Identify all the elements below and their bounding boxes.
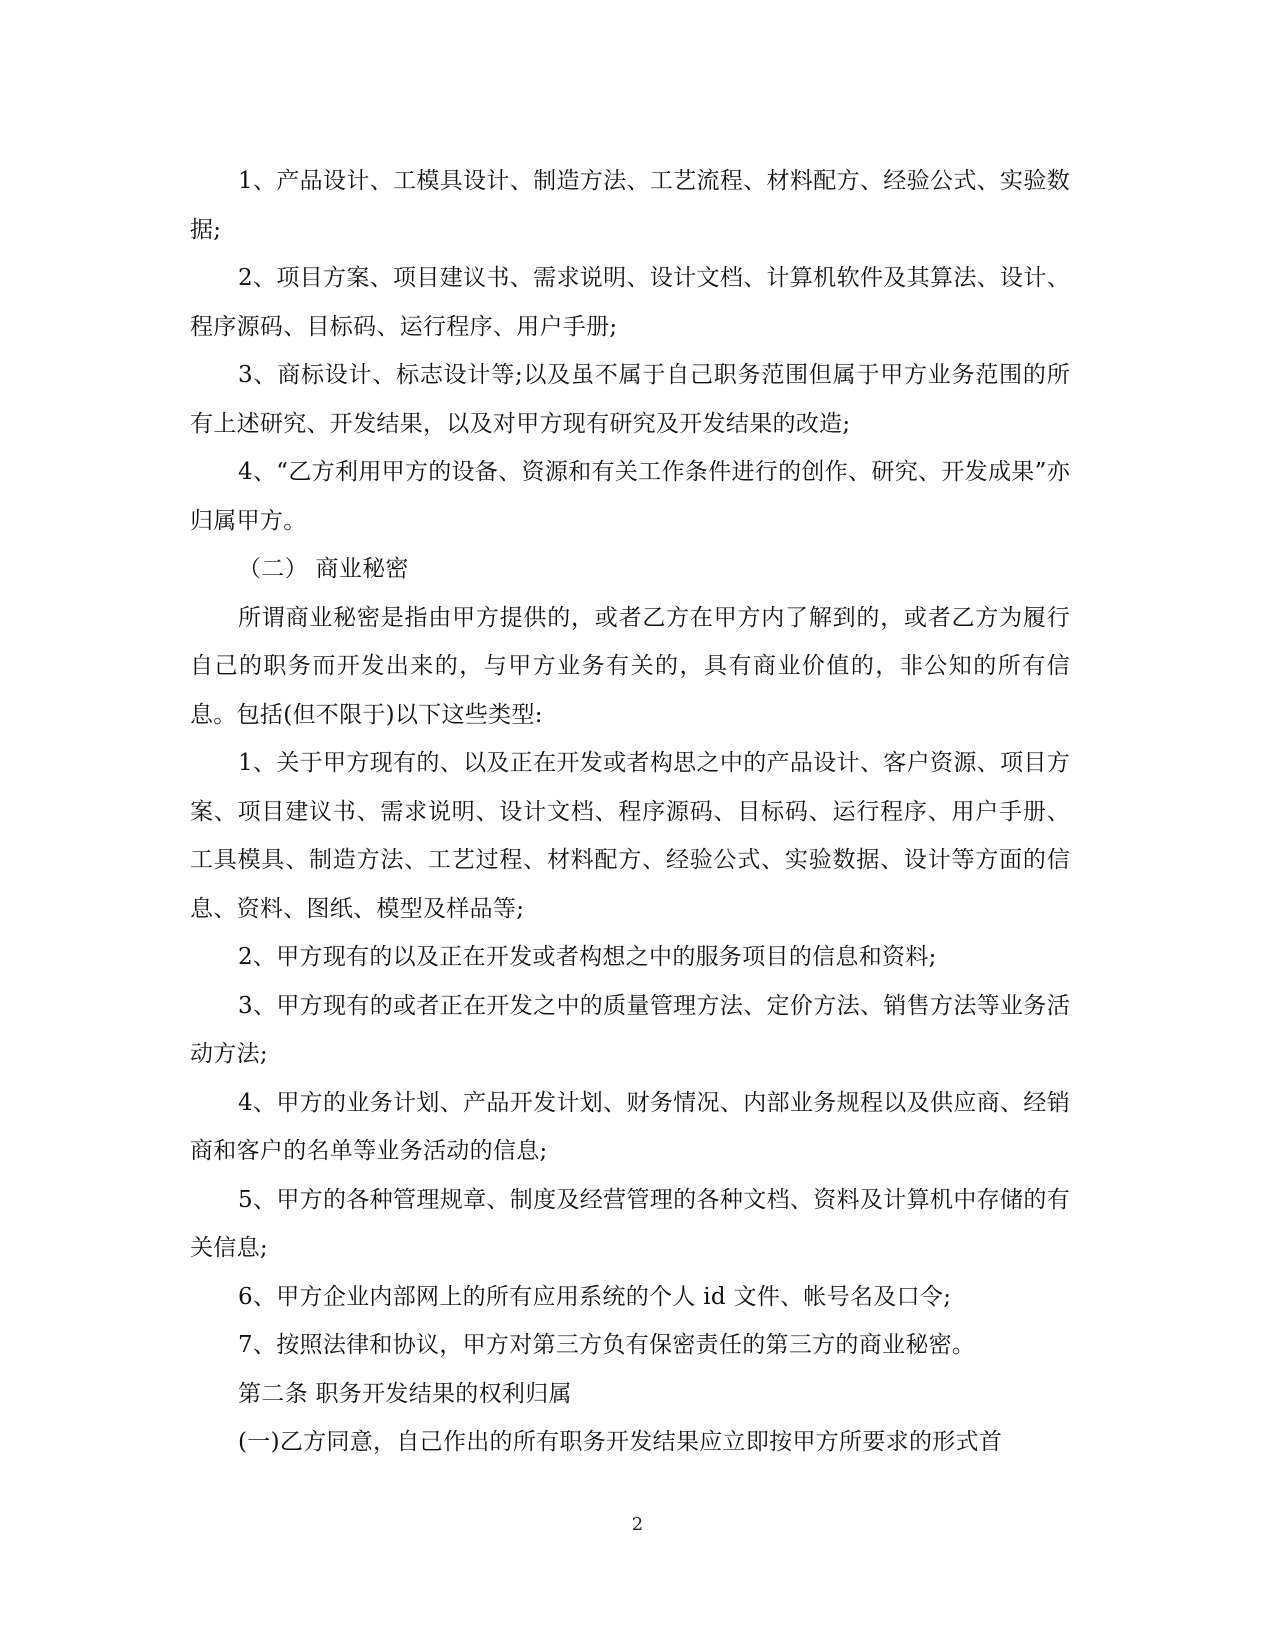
paragraph-type-7: 7、按照法律和协议，甲方对第三方负有保密责任的第三方的商业秘密。	[238, 1332, 976, 1358]
paragraph-type-1: 1、关于甲方现有的、以及正在开发或者构思之中的产品设计、客户资源、项目方案、项目建议书、需求说明、设计文档、程序源码、目标码、运行程序、用户手册、工具模具、制造方法、工艺过程、材料配方、经验公式、实验数据、设计等方面的信息、资料、图纸、模型及样品等;	[190, 750, 1070, 922]
page-number: 2	[631, 1514, 644, 1535]
paragraph-type-5: 5、甲方的各种管理规章、制度及经营管理的各种文档、资料及计算机中存储的有关信息;	[190, 1186, 1070, 1261]
paragraph-trade-secret-definition: 所谓商业秘密是指由甲方提供的，或者乙方在甲方内了解到的，或者乙方为履行自己的职务而开发出来的，与甲方业务有关的，具有商业价值的，非公知的所有信息。包括(但不限于)以下这些类型:	[190, 604, 1070, 728]
paragraph-type-4: 4、甲方的业务计划、产品开发计划、财务情况、内部业务规程以及供应商、经销商和客户的名单等业务活动的信息;	[190, 1089, 1070, 1164]
section-heading-trade-secrets: （二） 商业秘密	[238, 556, 409, 582]
paragraph-article-2-1: (一)乙方同意，自己作出的所有职务开发结果应立即按甲方所要求的形式首	[238, 1429, 1003, 1455]
paragraph-4: 4、“乙方利用甲方的设备、资源和有关工作条件进行的创作、研究、开发成果”亦归属甲方。	[190, 459, 1070, 534]
paragraph-type-2: 2、甲方现有的以及正在开发或者构想之中的服务项目的信息和资料;	[238, 944, 937, 970]
paragraph-type-6: 6、甲方企业内部网上的所有应用系统的个人 id 文件、帐号名及口令;	[238, 1283, 952, 1310]
paragraph-type-3: 3、甲方现有的或者正在开发之中的质量管理方法、定价方法、销售方法等业务活动方法;	[190, 992, 1070, 1067]
paragraph-3: 3、商标设计、标志设计等;以及虽不属于自己职务范围但属于甲方业务范围的所有上述研究、开发结果，以及对甲方现有研究及开发结果的改造;	[190, 362, 1070, 437]
article-heading: 第二条 职务开发结果的权利归属	[238, 1380, 572, 1407]
document-body	[190, 157, 1070, 1467]
paragraph-2: 2、项目方案、项目建议书、需求说明、设计文档、计算机软件及其算法、设计、程序源码、目标码、运行程序、用户手册;	[190, 265, 1070, 340]
paragraph-1: 1、产品设计、工模具设计、制造方法、工艺流程、材料配方、经验公式、实验数据;	[190, 168, 1070, 243]
